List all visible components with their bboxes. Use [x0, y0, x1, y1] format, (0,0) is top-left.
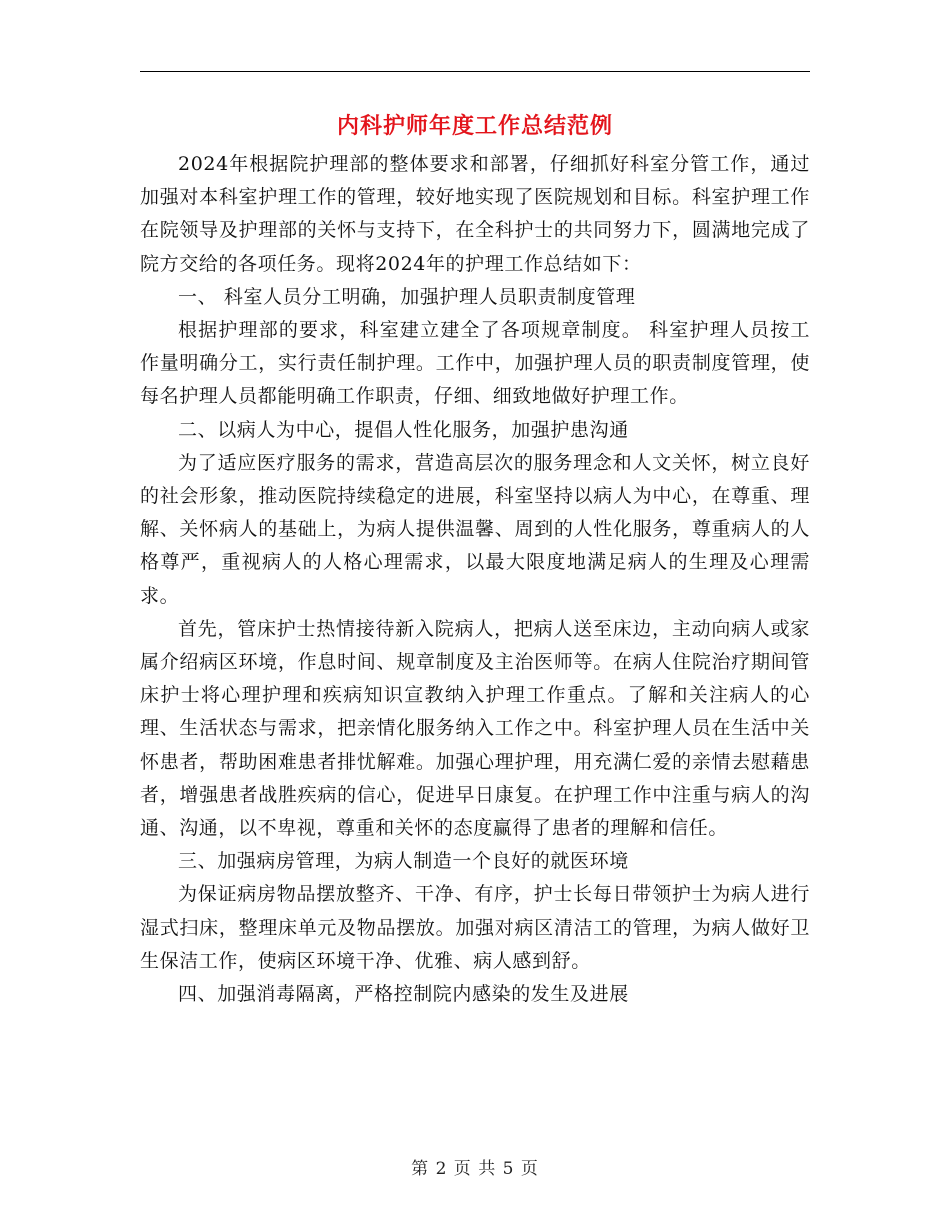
- document-body: [140, 148, 810, 1011]
- section-heading-3: 三、加强病房管理，为病人制造一个良好的就医环境: [178, 850, 629, 873]
- section-heading-4: 四、加强消毒隔离，严格控制院内感染的发生及进展: [178, 983, 629, 1006]
- document-title: 内科护师年度工作总结范例: [336, 113, 613, 139]
- section-heading-1: 一、 科室人员分工明确，加强护理人员职责制度管理: [178, 285, 636, 308]
- paragraph-section-1: 根据护理部的要求，科室建立建全了各项规章制度。 科室护理人员按工作量明确分工，实行责任制护理。工作中，加强护理人员的职责制度管理，使每名护理人员都能明确工作职责，仔细、细致地做好护理工作。: [140, 319, 810, 408]
- paragraph-section-3: 为保证病房物品摆放整齐、干净、有序，护士长每日带领护士为病人进行湿式扫床，整理床单元及物品摆放。加强对病区清洁工的管理，为病人做好卫生保洁工作，使病区环境干净、优雅、病人感到舒。: [140, 883, 810, 972]
- paragraph-section-2b: 首先，管床护士热情接待新入院病人，把病人送至床边，主动向病人或家属介绍病区环境，作息时间、规章制度及主治医师等。在病人住院治疗期间管床护士将心理护理和疾病知识宣教纳入护理工作重点。了解和关注病人的心理、生活状态与需求，把亲情化服务纳入工作之中。科室护理人员在生活中关怀患者，帮助困难患者排忧解难。加强心理护理，用充满仁爱的亲情去慰藉患者，增强患者战胜疾病的信心，促进早日康复。在护理工作中注重与病人的沟通、沟通，以不卑视，尊重和关怀的态度赢得了患者的理解和信任。: [140, 617, 810, 840]
- paragraph-section-2a: 为了适应医疗服务的需求，营造高层次的服务理念和人文关怀，树立良好的社会形象，推动医院持续稳定的进展，科室坚持以病人为中心，在尊重、理解、关怀病人的基础上，为病人提供温馨、周到的人性化服务，尊重病人的人格尊严，重视病人的人格心理需求，以最大限度地满足病人的生理及心理需求。: [140, 451, 810, 607]
- page-number: 第 2 页 共 5 页: [411, 1159, 539, 1179]
- section-heading-2: 二、以病人为中心，提倡人性化服务，加强护患沟通: [178, 418, 629, 441]
- header-rule: [140, 71, 810, 72]
- paragraph-intro: 2024年根据院护理部的整体要求和部署，仔细抓好科室分管工作，通过加强对本科室护理工作的管理，较好地实现了医院规划和目标。科室护理工作在院领导及护理部的关怀与支持下，在全科护士的共同努力下，圆满地完成了院方交给的各项任务。现将2024年的护理工作总结如下：: [140, 153, 810, 275]
